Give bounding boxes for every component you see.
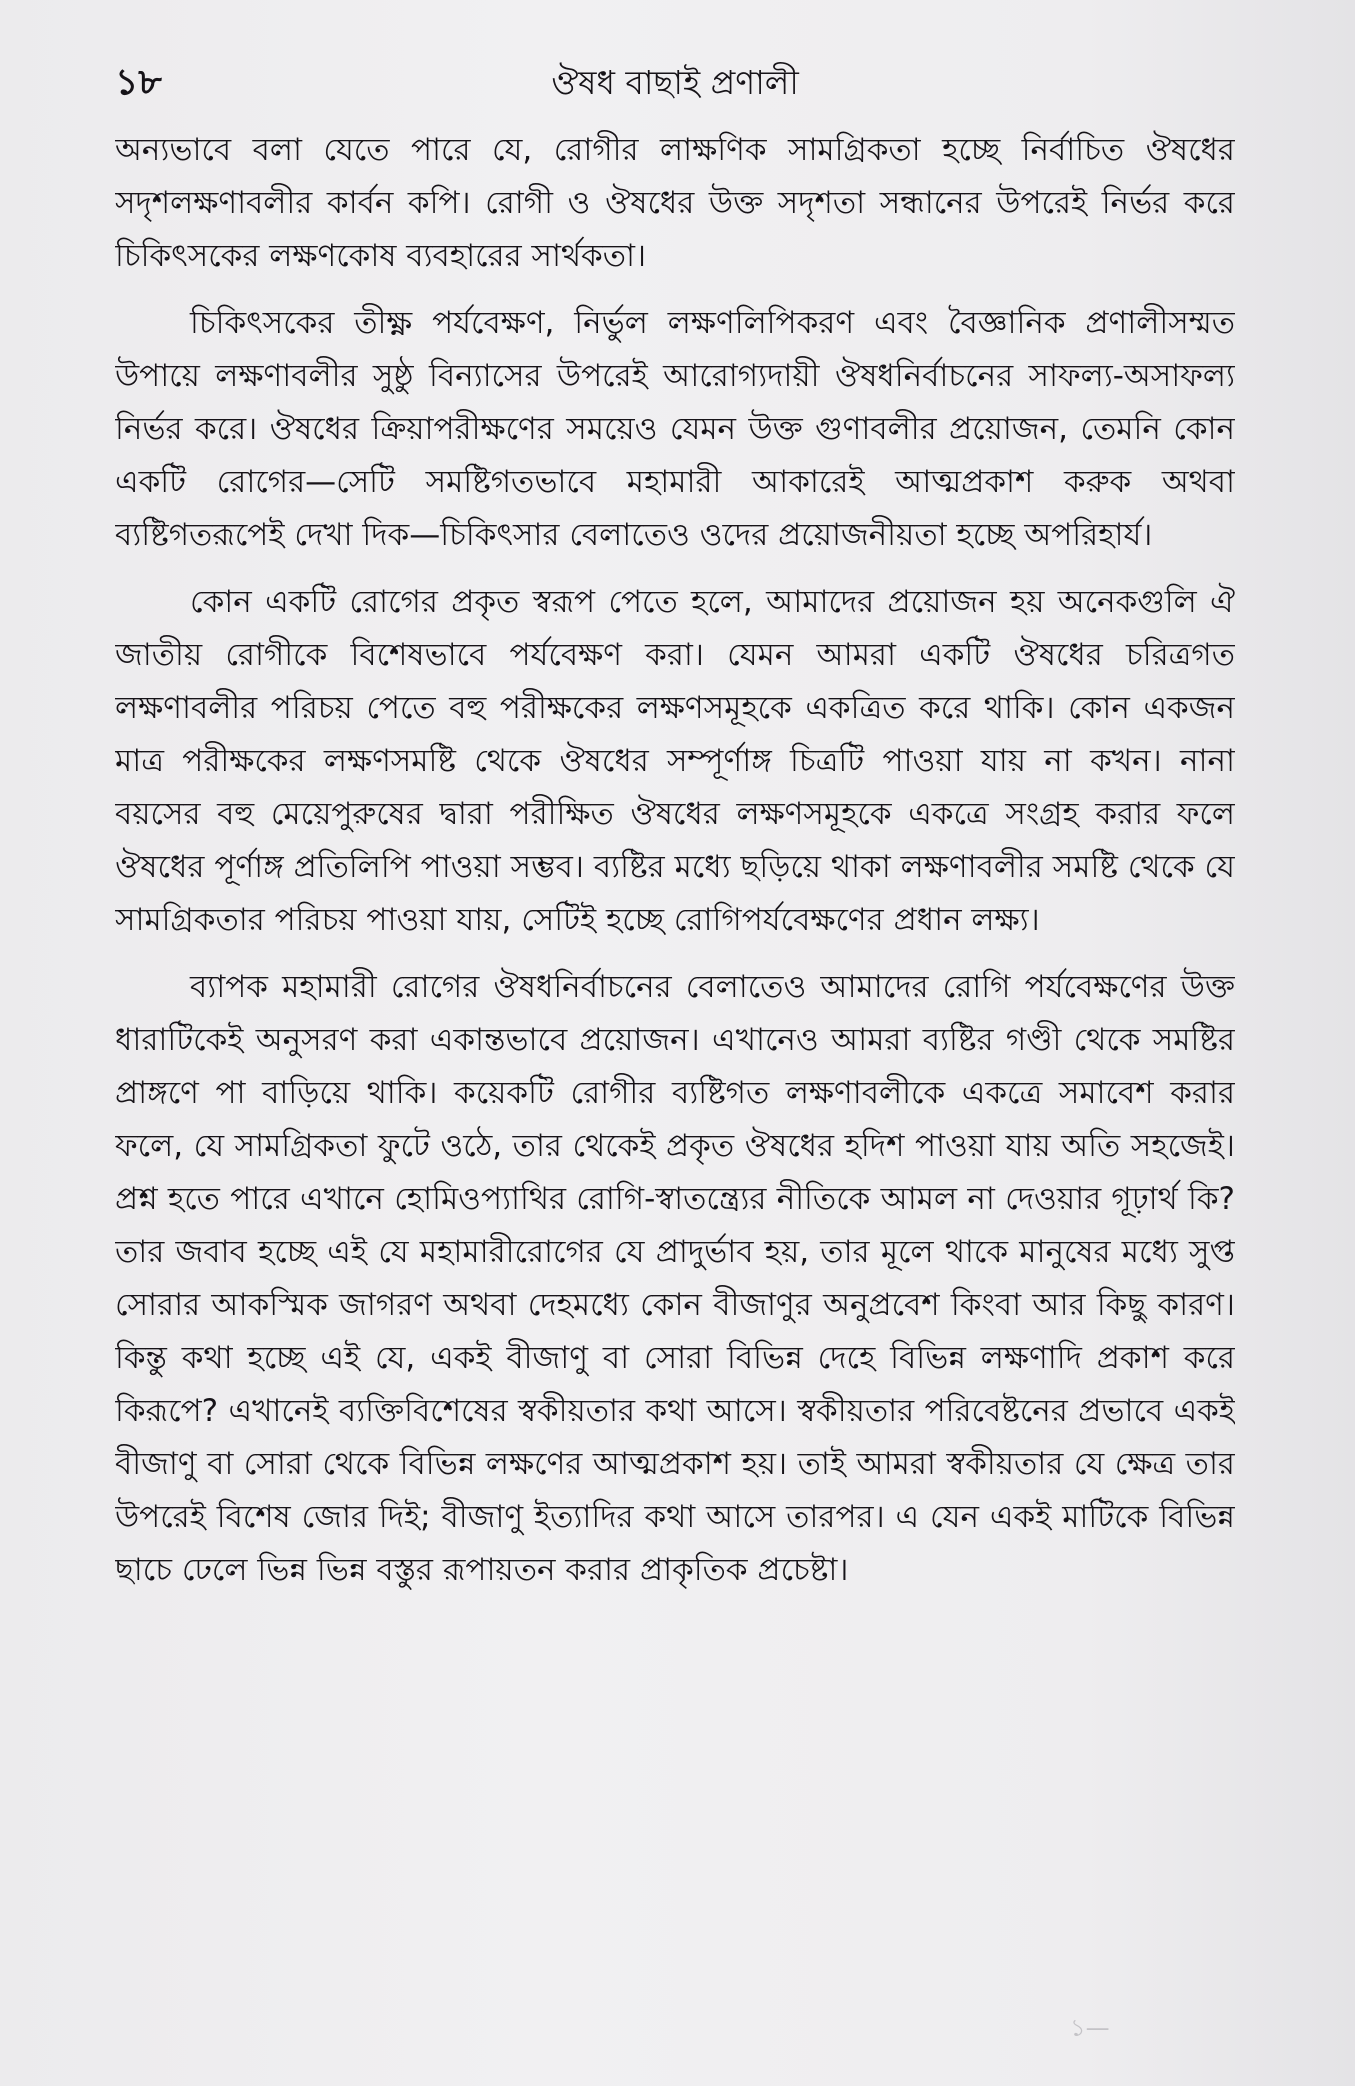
paragraph: কোন একটি রোগের প্রকৃত স্বরূপ পেতে হলে, আমাদের প্রয়োজন হয় অনেকগুলি ঐ জাতীয় রোগীকে বিশেষভাবে পর্যবেক্ষণ করা। যেমন আমরা একটি ঔষধের চরিত্রগত লক্ষণাবলীর পরিচয় পেতে বহু পরীক্ষকের লক্ষণসমূহকে একত্রিত করে থাকি। কোন একজন মাত্র পরীক্ষকের লক্ষণসমষ্টি থেকে ঔষধের সম্পূর্ণাঙ্গ চিত্রটি পাওয়া যায় না কখন। নানা বয়সের বহু মেয়েপুরুষের দ্বারা পরীক্ষিত ঔষধের লক্ষণসমূহকে একত্রে সংগ্রহ করার ফলে ঔষধের পূর্ণাঙ্গ প্রতিলিপি পাওয়া সম্ভব। ব্যষ্টির মধ্যে ছড়িয়ে থাকা লক্ষণাবলীর সমষ্টি থেকে যে সামগ্রিকতার পরিচয় পাওয়া যায়, সেটিই হচ্ছে রোগিপর্যবেক্ষণের প্রধান লক্ষ্য।: [115, 584, 1235, 938]
paragraph: চিকিৎসকের তীক্ষ্ণ পর্যবেক্ষণ, নির্ভুল লক্ষণলিপিকরণ এবং বৈজ্ঞানিক প্রণালীসম্মত উপায়ে লক্ষণাবলীর সুষ্ঠু বিন্যাসের উপরেই আরোগ্যদায়ী ঔষধনির্বাচনের সাফল্য-অসাফল্য নির্ভর করে। ঔষধের ক্রিয়াপরীক্ষণের সময়েও যেমন উক্ত গুণাবলীর প্রয়োজন, তেমনি কোন একটি রোগের—সেটি সমষ্টিগতভাবে মহামারী আকারেই আত্মপ্রকাশ করুক অথবা ব্যষ্টিগতরূপেই দেখা দিক—চিকিৎসার বেলাতেও ওদের প্রয়োজনীয়তা হচ্ছে অপরিহার্য।: [115, 305, 1235, 553]
paragraph: ব্যাপক মহামারী রোগের ঔষধনির্বাচনের বেলাতেও আমাদের রোগি পর্যবেক্ষণের উক্ত ধারাটিকেই অনুসরণ করা একান্তভাবে প্রয়োজন। এখানেও আমরা ব্যষ্টির গণ্ডী থেকে সমষ্টির প্রাঙ্গণে পা বাড়িয়ে থাকি। কয়েকটি রোগীর ব্যষ্টিগত লক্ষণাবলীকে একত্রে সমাবেশ করার ফলে, যে সামগ্রিকতা ফুটে ওঠে, তার থেকেই প্রকৃত ঔষধের হদিশ পাওয়া যায় অতি সহজেই। প্রশ্ন হতে পারে এখানে হোমিওপ্যাথির রোগি-স্বাতন্ত্র্যের নীতিকে আমল না দেওয়ার গূঢ়ার্থ কি? তার জবাব হচ্ছে এই যে মহামারীরোগের যে প্রাদুর্ভাব হয়, তার মূলে থাকে মানুষের মধ্যে সুপ্ত সোরার আকস্মিক জাগরণ অথবা দেহমধ্যে কোন বীজাণুর অনুপ্রবেশ কিংবা আর কিছু কারণ। কিন্তু কথা হচ্ছে এই যে, একই বীজাণু বা সোরা বিভিন্ন দেহে বিভিন্ন লক্ষণাদি প্রকাশ করে কিরূপে? এখানেই ব্যক্তিবিশেষের স্বকীয়তার কথা আসে। স্বকীয়তার পরিবেষ্টনের প্রভাবে একই বীজাণু বা সোরা থেকে বিভিন্ন লক্ষণের আত্মপ্রকাশ হয়। তাই আমরা স্বকীয়তার যে ক্ষেত্র তার উপরেই বিশেষ জোর দিই; বীজাণু ইত্যাদির কথা আসে তারপর। এ যেন একই মাটিকে বিভিন্ন ছাচে ঢেলে ভিন্ন ভিন্ন বস্তুর রূপায়তন করার প্রাকৃতিক প্রচেষ্টা।: [115, 969, 1235, 1588]
running-head: [115, 58, 1235, 108]
paragraph: অন্যভাবে বলা যেতে পারে যে, রোগীর লাক্ষণিক সামগ্রিকতা হচ্ছে নির্বাচিত ঔষধের সদৃশলক্ষণাবলীর কার্বন কপি। রোগী ও ঔষধের উক্ত সদৃশতা সন্ধানের উপরেই নির্ভর করে চিকিৎসকের লক্ষণকোষ ব্যবহারের সার্থকতা।: [115, 132, 1235, 274]
chapter-title: ঔষধ বাছাই প্রণালী: [551, 63, 799, 102]
body-text: [115, 124, 1235, 1964]
bleed-through-folio: ১—: [1070, 2014, 1110, 2042]
page-number: ১৮: [115, 62, 162, 103]
